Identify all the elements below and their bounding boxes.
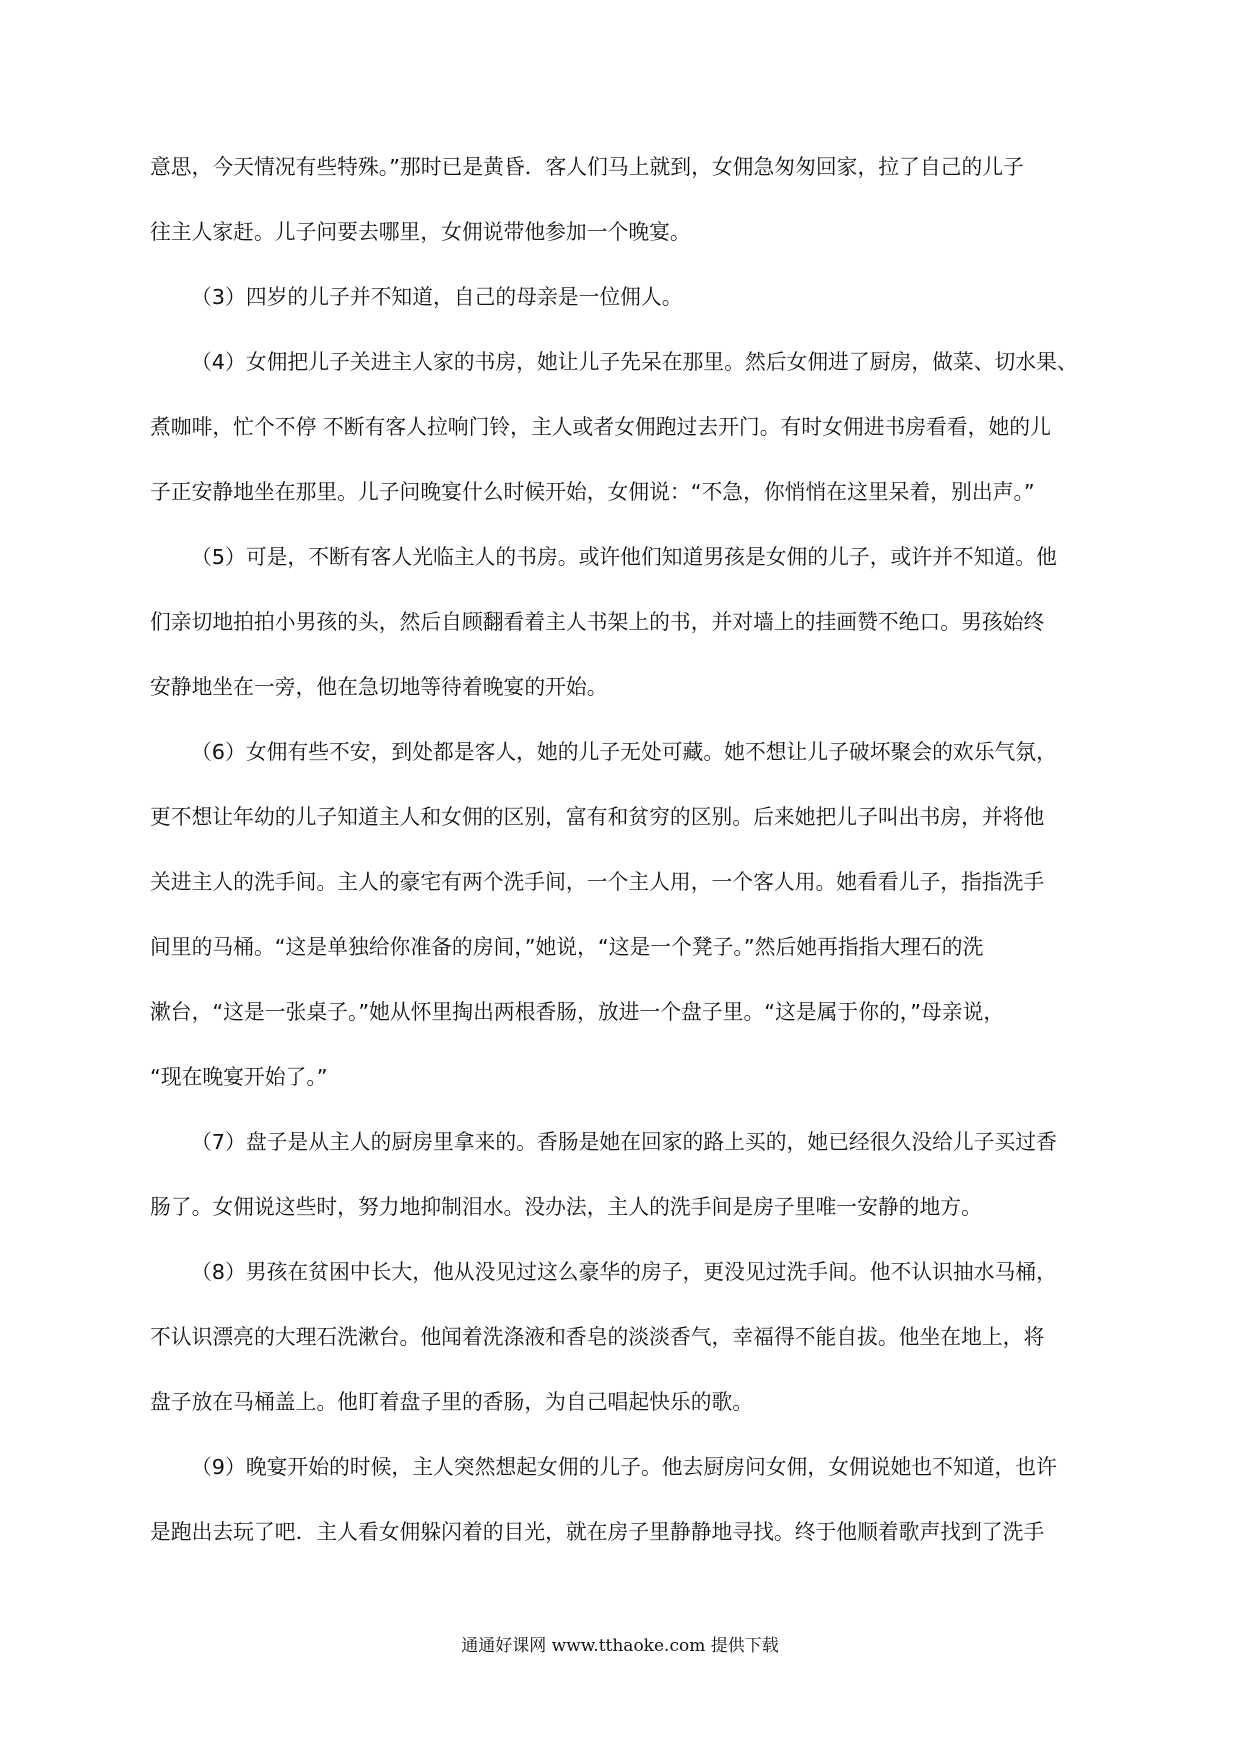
- text-line: 间里的马桶。“这是单独给你准备的房间，”她说，“这是一个凳子。”然后她再指指大理石的洗: [150, 935, 984, 959]
- paragraph-3-start: （3）四岁的儿子并不知道，自己的母亲是一位佣人。: [191, 285, 683, 309]
- paragraph-5-start: （5）可是，不断有客人光临主人的书房。或许他们知道男孩是女佣的儿子，或许并不知道。他: [191, 545, 1057, 569]
- paragraph-7-start: （7）盘子是从主人的厨房里拿来的。香肠是她在回家的路上买的，她已经很久没给儿子买过香: [191, 1130, 1057, 1154]
- text-line: 安静地坐在一旁，他在急切地等待着晚宴的开始。: [150, 675, 608, 699]
- text-line: 漱台，“这是一张桌子。”她从怀里掏出两根香肠，放进一个盘子里。“这是属于你的，”母亲说，: [150, 1000, 1005, 1024]
- text-line: 意思，今天情况有些特殊。”那时已是黄昏．客人们马上就到，女佣急匆匆回家，拉了自己的儿子: [150, 155, 1024, 179]
- text-line: “现在晚宴开始了。”: [150, 1065, 328, 1089]
- text-line: 肠了。女佣说这些时，努力地抑制泪水。没办法，主人的洗手间是房子里唯一安静的地方。: [150, 1195, 982, 1219]
- page-footer: 通通好课网 www.tthaoke.com 提供下载: [461, 1636, 779, 1656]
- paragraph-9-start: （9）晚宴开始的时候，主人突然想起女佣的儿子。他去厨房问女佣，女佣说她也不知道，也许: [191, 1455, 1057, 1479]
- text-line: 关进主人的洗手间。主人的豪宅有两个洗手间，一个主人用，一个客人用。她看看儿子，指指洗手: [150, 870, 1045, 894]
- text-line: 煮咖啡，忙个不停 不断有客人拉响门铃，主人或者女佣跑过去开门。有时女佣进书房看看，她的儿: [150, 415, 1051, 439]
- paragraph-4-start: （4）女佣把儿子关进主人家的书房，她让儿子先呆在那里。然后女佣进了厨房，做菜、切水果、: [191, 350, 1078, 374]
- text-line: 子正安静地坐在那里。儿子问晚宴什么时候开始，女佣说：“不急，你悄悄在这里呆着，别出声。”: [150, 480, 1035, 504]
- text-line: 是跑出去玩了吧．主人看女佣躲闪着的目光，就在房子里静静地寻找。终于他顺着歌声找到了洗手: [150, 1520, 1045, 1544]
- paragraph-8-start: （8）男孩在贫困中长大，他从没见过这么豪华的房子，更没见过洗手间。他不认识抽水马桶，: [191, 1260, 1057, 1284]
- text-line: 更不想让年幼的儿子知道主人和女佣的区别，富有和贫穷的区别。后来她把儿子叫出书房，并将他: [150, 805, 1045, 829]
- text-line: 不认识漂亮的大理石洗漱台。他闻着洗涤液和香皂的淡淡香气，幸福得不能自拔。他坐在地上，将: [150, 1325, 1045, 1349]
- text-line: 盘子放在马桶盖上。他盯着盘子里的香肠，为自己唱起快乐的歌。: [150, 1390, 754, 1414]
- text-line: 往主人家赶。儿子问要去哪里，女佣说带他参加一个晚宴。: [150, 220, 691, 244]
- text-line: 们亲切地拍拍小男孩的头，然后自顾翻看着主人书架上的书，并对墙上的挂画赞不绝口。男孩始终: [150, 610, 1045, 634]
- document-body: [150, 156, 1095, 1586]
- paragraph-6-start: （6）女佣有些不安，到处都是客人，她的儿子无处可藏。她不想让儿子破坏聚会的欢乐气氛，: [191, 740, 1057, 764]
